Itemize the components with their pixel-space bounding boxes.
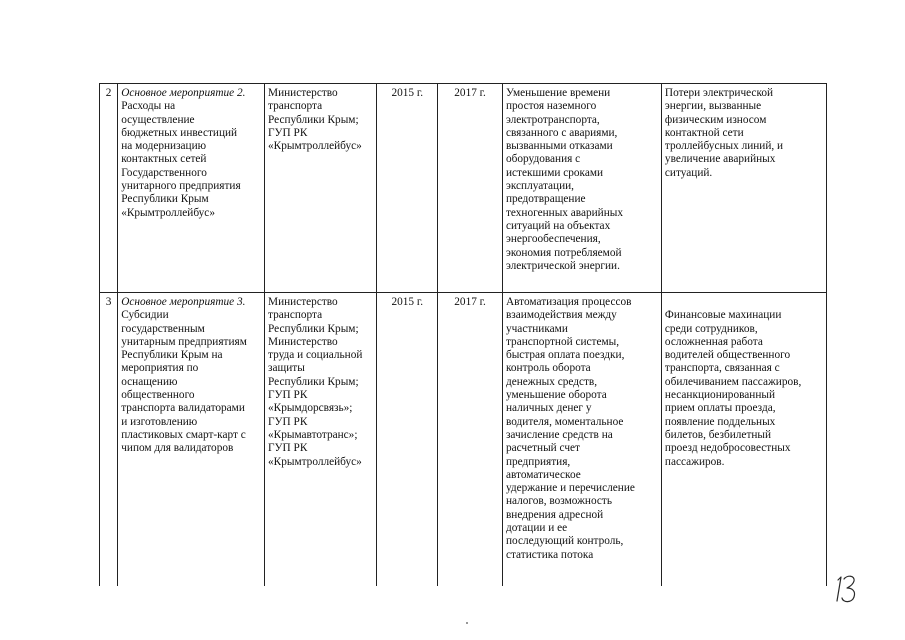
consequence-line: водителей общественного — [664, 349, 791, 362]
measure-line: транспорта валидаторами — [121, 402, 245, 415]
result-line: истекшими сроками — [505, 166, 604, 179]
result-line: налогов, возможность — [505, 495, 613, 508]
executor-line: труда и социальной — [268, 349, 363, 362]
scan-dot — [466, 622, 468, 624]
measure-line: на модернизацию — [121, 140, 207, 153]
measure-line: общественного — [121, 389, 195, 402]
consequence-line: обилечиванием пассажиров, — [664, 375, 802, 388]
result-line: энергообеспечения, — [505, 233, 601, 246]
consequence-line: прием оплаты проезда, — [664, 402, 776, 415]
executor-line: Республики Крым; — [268, 375, 359, 388]
result-line: контроль оборота — [505, 362, 591, 375]
result-line: денежных средств, — [505, 375, 598, 388]
consequence-line: увеличение аварийных — [664, 153, 776, 166]
table-row — [100, 293, 827, 587]
executor-line: ГУП РК — [268, 442, 308, 455]
consequence-line: физическим износом — [664, 113, 767, 126]
consequence-line: ситуаций. — [664, 166, 713, 179]
executor-line: защиты — [268, 362, 305, 375]
end-year: 2017 г. — [454, 87, 486, 99]
measures-table — [99, 83, 827, 586]
measure-line: Республики Крым — [121, 193, 209, 206]
consequence-line: несанкционированный — [664, 389, 776, 402]
result-line: дотации и ее — [505, 522, 568, 535]
result-line: расчетный счет — [505, 442, 580, 455]
executor-line: «Крымтроллейбус» — [268, 455, 362, 468]
executor-line: «Крымдорсвязь»; — [268, 402, 353, 415]
result-line: внедрения адресной — [505, 508, 604, 521]
start-year: 2015 г. — [391, 87, 424, 99]
result-cell — [502, 293, 661, 587]
measure-title: Основное мероприятие 3. — [121, 296, 246, 308]
result-line: электрической энергии. — [505, 259, 620, 272]
consequence-line: энергии, вызванные — [664, 100, 762, 113]
executor-line: «Крымтроллейбус» — [268, 140, 362, 153]
measure-line: осуществление — [121, 113, 195, 126]
row-number-cell — [100, 84, 118, 293]
result-line: эксплуатации, — [505, 180, 574, 193]
result-cell — [502, 84, 661, 293]
measure-cell — [118, 293, 265, 587]
measure-line: Расходы на — [121, 100, 176, 113]
measure-line: государственным — [121, 322, 205, 335]
row-number-cell — [100, 293, 118, 587]
executor-line: Республики Крым; — [268, 322, 359, 335]
row-number: 3 — [105, 296, 112, 308]
result-line: предотвращение — [505, 193, 586, 206]
result-line: ситуаций на объектах — [505, 219, 611, 232]
result-line: вызванными отказами — [505, 140, 613, 153]
result-line: взаимодействия между — [505, 309, 617, 322]
result-line: статистика потока — [505, 548, 594, 561]
executor-cell — [265, 84, 377, 293]
measure-line: унитарным предприятиям — [121, 335, 247, 348]
executor-line: ГУП РК — [268, 415, 308, 428]
consequence-line: появление поддельных — [664, 415, 776, 428]
result-line: зачисление средств на — [505, 428, 613, 441]
measure-line: контактных сетей — [121, 153, 207, 166]
measure-line: мероприятия по — [121, 362, 199, 375]
handwritten-page-number — [831, 571, 861, 607]
executor-line: Республики Крым; — [268, 113, 359, 126]
result-line: электротранспорта, — [505, 113, 600, 126]
table-row — [100, 84, 827, 293]
consequence-cell — [661, 293, 826, 587]
consequence-cell — [661, 84, 826, 293]
start-year-cell — [377, 84, 438, 293]
consequence-line: проезд недобросовестных — [664, 442, 791, 455]
result-line: уменьшение оборота — [505, 389, 607, 402]
executor-line: ГУП РК — [268, 389, 308, 402]
consequence-line: Потери электрической — [664, 87, 774, 99]
result-line: Уменьшение времени — [505, 87, 611, 99]
measure-line: «Крымтроллейбус» — [121, 206, 215, 219]
measure-line: бюджетных инвестиций — [121, 126, 238, 139]
measure-line: Государственного — [121, 166, 207, 179]
executor-cell — [265, 293, 377, 587]
result-line: водителя, моментальное — [505, 415, 624, 428]
measure-cell — [118, 84, 265, 293]
measure-line: Республики Крым на — [121, 349, 223, 362]
result-line: автоматическое — [505, 468, 581, 481]
executor-line: «Крымавтотранс»; — [268, 428, 358, 441]
start-year: 2015 г. — [391, 296, 424, 308]
consequence-line: осложненная работа — [664, 335, 763, 348]
executor-line: транспорта — [268, 100, 323, 113]
measure-line: оснащению — [121, 375, 178, 388]
result-line: транспортной системы, — [505, 335, 620, 348]
row-number: 2 — [105, 87, 112, 99]
end-year: 2017 г. — [454, 296, 486, 308]
result-line: Автоматизация процессов — [505, 296, 632, 308]
executor-line: транспорта — [268, 309, 323, 322]
consequence-line: троллейбусных линий, и — [664, 140, 784, 153]
result-line: оборудования с — [505, 153, 581, 166]
executor-line: Министерство — [268, 335, 338, 348]
consequence-line: транспорта, связанная с — [664, 362, 780, 375]
result-line: последующий контроль, — [505, 535, 624, 548]
result-line: удержание и перечисление — [505, 482, 635, 495]
result-line: быстрая оплата поездки, — [505, 349, 625, 362]
executor-line: ГУП РК — [268, 126, 308, 139]
executor-line: Министерство — [268, 296, 338, 308]
result-line: простоя наземного — [505, 100, 597, 113]
end-year-cell — [438, 293, 503, 587]
measure-line: унитарного предприятия — [121, 180, 241, 193]
consequence-line — [665, 296, 823, 309]
start-year-cell — [377, 293, 438, 587]
result-line: техногенных аварийных — [505, 206, 624, 219]
measure-line: чипом для валидаторов — [121, 442, 234, 455]
consequence-line: пассажиров. — [664, 455, 725, 468]
end-year-cell — [438, 84, 503, 293]
measure-line: пластиковых смарт-карт с — [121, 428, 246, 441]
result-line: наличных денег у — [505, 402, 592, 415]
measure-title: Основное мероприятие 2. — [121, 87, 246, 99]
consequence-line: контактной сети — [664, 126, 744, 139]
result-line: связанного с авариями, — [505, 126, 618, 139]
result-line: участниками — [505, 322, 568, 335]
consequence-line: среди сотрудников, — [664, 322, 758, 335]
result-line: предприятия, — [505, 455, 571, 468]
executor-line: Министерство — [268, 87, 338, 99]
consequence-line: Финансовые махинации — [664, 309, 782, 322]
result-line: экономия потребляемой — [505, 246, 622, 259]
measure-line: и изготовлению — [121, 415, 198, 428]
measure-line: Субсидии — [121, 309, 169, 322]
consequence-line: билетов, безбилетный — [664, 428, 772, 441]
